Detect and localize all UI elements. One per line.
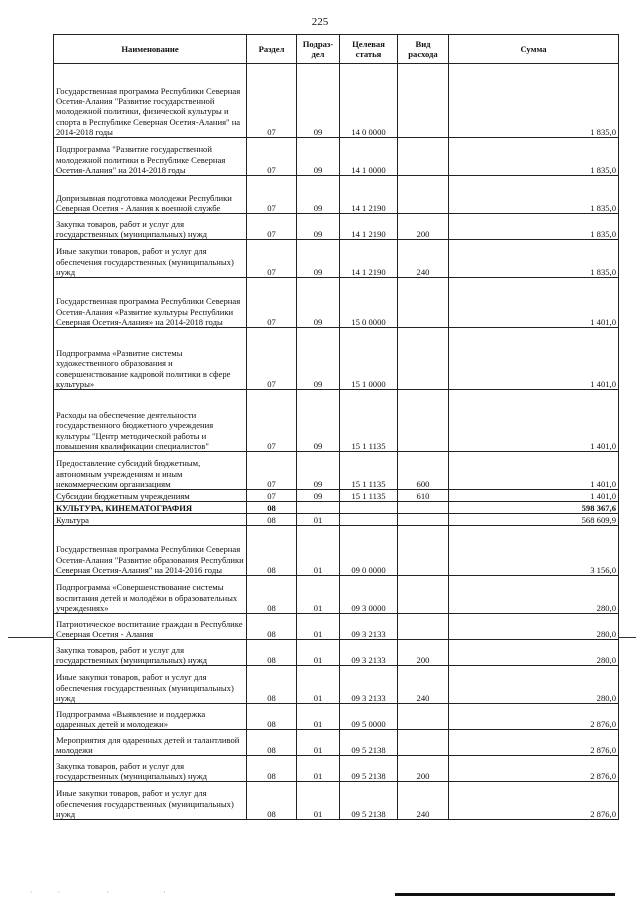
cell-kind xyxy=(398,576,449,614)
cell-sum: 3 156,0 xyxy=(449,526,619,576)
cell-name: Подпрограмма «Выявление и поддержка одаренных детей и молодежи» xyxy=(54,704,247,730)
cell-target: 14 1 2190 xyxy=(340,176,398,214)
cell-sum: 280,0 xyxy=(449,666,619,704)
cell-section: 07 xyxy=(247,240,297,278)
cell-section: 07 xyxy=(247,490,297,502)
cell-name: Иные закупки товаров, работ и услуг для обеспечения государственных (муниципальных) нужд xyxy=(54,240,247,278)
cell-sum: 280,0 xyxy=(449,576,619,614)
cell-target: 09 5 2138 xyxy=(340,730,398,756)
cell-name: Субсидии бюджетным учреждениям xyxy=(54,490,247,502)
cell-section: 07 xyxy=(247,138,297,176)
table-row xyxy=(54,176,619,214)
cell-name: Расходы на обеспечение деятельности государственного бюджетного учреждения культуры "Центр методической работы и повышения квалификации специалистов" xyxy=(54,390,247,452)
cell-sum: 1 835,0 xyxy=(449,240,619,278)
cell-sum: 1 835,0 xyxy=(449,64,619,138)
cell-section: 07 xyxy=(247,328,297,390)
table-row xyxy=(54,756,619,782)
cell-target: 15 1 1135 xyxy=(340,490,398,502)
cell-kind: 240 xyxy=(398,240,449,278)
cell-name: Допризывная подготовка молодежи Республики Северная Осетия - Алания к военной службе xyxy=(54,176,247,214)
cell-name: Мероприятия для одаренных детей и талантливой молодежи xyxy=(54,730,247,756)
table-row xyxy=(54,640,619,666)
scan-footer-marks: · · · · xyxy=(30,889,166,896)
cell-target: 14 1 2190 xyxy=(340,240,398,278)
cell-kind xyxy=(398,328,449,390)
cell-subsection: 01 xyxy=(297,614,340,640)
cell-subsection: 09 xyxy=(297,214,340,240)
cell-subsection: 01 xyxy=(297,782,340,820)
cell-section: 07 xyxy=(247,64,297,138)
cell-kind: 610 xyxy=(398,490,449,502)
cell-target: 14 1 0000 xyxy=(340,138,398,176)
cell-kind xyxy=(398,730,449,756)
cell-target: 09 5 0000 xyxy=(340,704,398,730)
cell-target: 14 1 2190 xyxy=(340,214,398,240)
cell-sum: 2 876,0 xyxy=(449,730,619,756)
cell-subsection: 01 xyxy=(297,514,340,526)
cell-target: 09 3 2133 xyxy=(340,640,398,666)
cell-kind: 240 xyxy=(398,666,449,704)
budget-table xyxy=(53,34,619,820)
table-row xyxy=(54,490,619,502)
cell-name: Иные закупки товаров, работ и услуг для обеспечения государственных (муниципальных) нужд xyxy=(54,666,247,704)
scan-footer-line xyxy=(395,893,615,896)
table-row xyxy=(54,514,619,526)
cell-target: 09 3 0000 xyxy=(340,576,398,614)
cell-sum: 1 835,0 xyxy=(449,176,619,214)
cell-name: Государственная программа Республики Северная Осетия-Алания «Развитие культуры Республики Северная Осетия-Алания» на 2014-2018 годы xyxy=(54,278,247,328)
header-section: Раздел xyxy=(247,35,297,64)
cell-name: Государственная программа Республики Северная Осетия-Алания "Развитие образования Республики Северная Осетия-Алания" на 2014-2016 годы xyxy=(54,526,247,576)
cell-section: 08 xyxy=(247,502,297,514)
cell-name: Культура xyxy=(54,514,247,526)
cell-section: 08 xyxy=(247,526,297,576)
cell-target: 09 3 2133 xyxy=(340,666,398,704)
cell-sum: 1 401,0 xyxy=(449,390,619,452)
cell-sum: 2 876,0 xyxy=(449,704,619,730)
header-kind: Вид расхода xyxy=(398,35,449,64)
table-row xyxy=(54,704,619,730)
table-row xyxy=(54,614,619,640)
table-row xyxy=(54,64,619,138)
cell-kind: 200 xyxy=(398,214,449,240)
table-row xyxy=(54,328,619,390)
cell-target: 15 1 1135 xyxy=(340,452,398,490)
cell-section: 08 xyxy=(247,614,297,640)
cell-subsection: 09 xyxy=(297,176,340,214)
cell-name: Закупка товаров, работ и услуг для государственных (муниципальных) нужд xyxy=(54,214,247,240)
cell-sum: 598 367,6 xyxy=(449,502,619,514)
cell-kind xyxy=(398,64,449,138)
cell-subsection: 09 xyxy=(297,452,340,490)
page-number: 225 xyxy=(311,16,329,28)
scan-line-left xyxy=(8,637,54,638)
cell-kind xyxy=(398,390,449,452)
cell-kind xyxy=(398,502,449,514)
table-row xyxy=(54,240,619,278)
cell-target: 14 0 0000 xyxy=(340,64,398,138)
cell-sum: 1 401,0 xyxy=(449,328,619,390)
cell-section: 08 xyxy=(247,704,297,730)
cell-kind: 200 xyxy=(398,640,449,666)
cell-kind: 240 xyxy=(398,782,449,820)
table-row xyxy=(54,502,619,514)
cell-kind xyxy=(398,514,449,526)
cell-section: 08 xyxy=(247,756,297,782)
cell-kind: 200 xyxy=(398,756,449,782)
cell-subsection: 01 xyxy=(297,730,340,756)
cell-sum: 1 401,0 xyxy=(449,452,619,490)
cell-name: Государственная программа Республики Северная Осетия-Алания "Развитие государственной молодежной политики, физической культуры и спорта в Республике Северная Осетия-Алания" на 2014-2018 годы xyxy=(54,64,247,138)
cell-subsection: 09 xyxy=(297,240,340,278)
cell-section: 08 xyxy=(247,666,297,704)
cell-subsection xyxy=(297,502,340,514)
cell-subsection: 09 xyxy=(297,138,340,176)
cell-target xyxy=(340,502,398,514)
cell-name: Патриотическое воспитание граждан в Республике Северная Осетия - Алания xyxy=(54,614,247,640)
cell-kind xyxy=(398,614,449,640)
cell-target: 09 3 2133 xyxy=(340,614,398,640)
cell-sum: 1 835,0 xyxy=(449,214,619,240)
table-row xyxy=(54,452,619,490)
cell-sum: 1 401,0 xyxy=(449,490,619,502)
cell-target: 09 0 0000 xyxy=(340,526,398,576)
cell-section: 08 xyxy=(247,576,297,614)
table-row xyxy=(54,576,619,614)
cell-section: 08 xyxy=(247,640,297,666)
cell-target: 15 1 0000 xyxy=(340,328,398,390)
header-target: Целевая статья xyxy=(340,35,398,64)
cell-section: 07 xyxy=(247,452,297,490)
cell-name: Подпрограмма «Совершенствование системы воспитания детей и молодёжи в образовательных учреждениях» xyxy=(54,576,247,614)
cell-name: Закупка товаров, работ и услуг для государственных (муниципальных) нужд xyxy=(54,640,247,666)
cell-kind xyxy=(398,526,449,576)
cell-sum: 280,0 xyxy=(449,640,619,666)
header-sum: Сумма xyxy=(449,35,619,64)
table-row xyxy=(54,782,619,820)
cell-section: 08 xyxy=(247,730,297,756)
cell-subsection: 01 xyxy=(297,576,340,614)
cell-section: 08 xyxy=(247,514,297,526)
table-row xyxy=(54,390,619,452)
cell-subsection: 01 xyxy=(297,704,340,730)
cell-subsection: 01 xyxy=(297,756,340,782)
cell-name: Закупка товаров, работ и услуг для государственных (муниципальных) нужд xyxy=(54,756,247,782)
cell-kind xyxy=(398,704,449,730)
cell-sum: 568 609,9 xyxy=(449,514,619,526)
cell-sum: 1 835,0 xyxy=(449,138,619,176)
cell-kind xyxy=(398,176,449,214)
cell-sum: 2 876,0 xyxy=(449,756,619,782)
cell-section: 08 xyxy=(247,782,297,820)
cell-target: 09 5 2138 xyxy=(340,782,398,820)
table-row xyxy=(54,526,619,576)
cell-target xyxy=(340,514,398,526)
cell-target: 15 0 0000 xyxy=(340,278,398,328)
table-row xyxy=(54,278,619,328)
cell-kind xyxy=(398,138,449,176)
cell-subsection: 01 xyxy=(297,526,340,576)
cell-name: Предоставление субсидий бюджетным, автономным учреждениям и иным некоммерческим организациям xyxy=(54,452,247,490)
cell-target: 09 5 2138 xyxy=(340,756,398,782)
cell-subsection: 09 xyxy=(297,64,340,138)
cell-name: Иные закупки товаров, работ и услуг для обеспечения государственных (муниципальных) нужд xyxy=(54,782,247,820)
cell-section: 07 xyxy=(247,214,297,240)
table-row xyxy=(54,730,619,756)
cell-subsection: 01 xyxy=(297,640,340,666)
cell-section: 07 xyxy=(247,176,297,214)
cell-kind xyxy=(398,278,449,328)
cell-name: КУЛЬТУРА, КИНЕМАТОГРАФИЯ xyxy=(54,502,247,514)
cell-subsection: 09 xyxy=(297,328,340,390)
table-row xyxy=(54,138,619,176)
table-row xyxy=(54,666,619,704)
cell-section: 07 xyxy=(247,278,297,328)
cell-sum: 280,0 xyxy=(449,614,619,640)
cell-subsection: 09 xyxy=(297,390,340,452)
header-subsection: Подраз-дел xyxy=(297,35,340,64)
table-header-row xyxy=(54,35,619,64)
cell-target: 15 1 1135 xyxy=(340,390,398,452)
cell-sum: 1 401,0 xyxy=(449,278,619,328)
cell-name: Подпрограмма "Развитие государственной молодежной политики в Республике Северная Осетия-Алания" на 2014-2018 годы xyxy=(54,138,247,176)
cell-name: Подпрограмма «Развитие системы художественного образования и совершенствование кадровой политики в сфере культуры» xyxy=(54,328,247,390)
cell-subsection: 01 xyxy=(297,666,340,704)
header-name: Наименование xyxy=(54,35,247,64)
table-row xyxy=(54,214,619,240)
cell-subsection: 09 xyxy=(297,278,340,328)
cell-subsection: 09 xyxy=(297,490,340,502)
cell-sum: 2 876,0 xyxy=(449,782,619,820)
scan-line-right xyxy=(618,637,636,638)
cell-section: 07 xyxy=(247,390,297,452)
table-body xyxy=(54,64,619,820)
cell-kind: 600 xyxy=(398,452,449,490)
